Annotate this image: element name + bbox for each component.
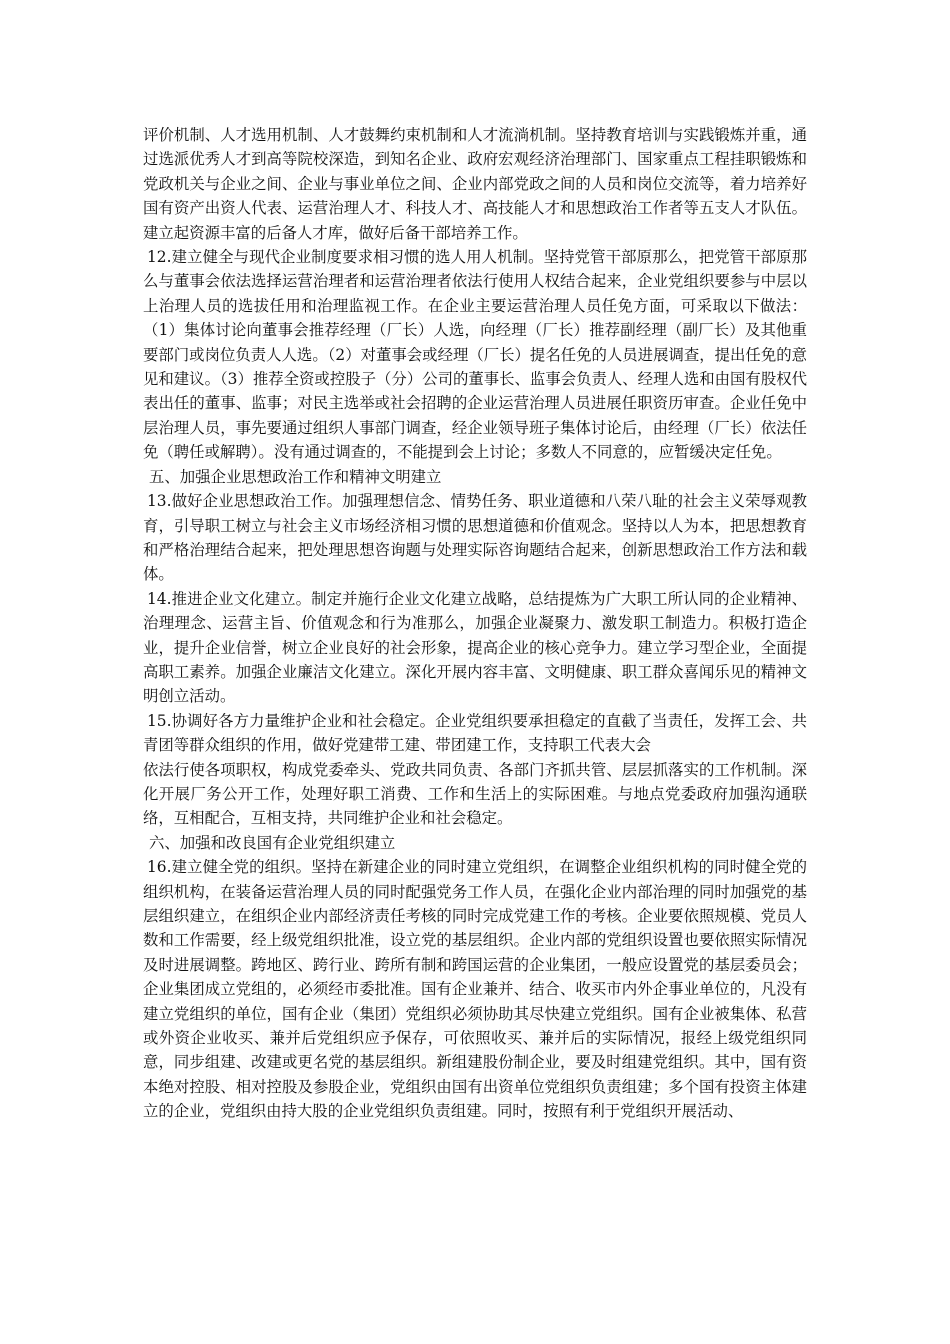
section-heading-6: 六、加强和改良国有企业党组织建立 — [149, 833, 396, 852]
paragraph-item-13: 13.做好企业思想政治工作。加强理想信念、情势任务、职业道德和八荣八耻的社会主义荣辱观教育，引导职工树立与社会主义市场经济相习惯的思想道德和价值观念。坚持以人为本，把思想教育和严格治理结合起来，把处理思想咨询题与处理实际咨询题结合起来，创新思想政治工作方法和载体。 — [143, 492, 807, 584]
paragraph-talent-mechanism: 评价机制、人才选用机制、人才鼓舞约束机制和人才流淌机制。坚持教育培训与实践锻炼并重，通过选派优秀人才到高等院校深造，到知名企业、政府宏观经济治理部门、国家重点工程挂职锻炼和党政机关与企业之间、企业与事业单位之间、企业内部党政之间的人员和岗位交流等，着力培养好国有资产出资人代表、运营治理人才、科技人才、高技能人才和思想政治工作者等五支人才队伍。建立起资源丰富的后备人才库，做好后备干部培养工作。 — [143, 126, 807, 242]
section-heading-5: 五、加强企业思想政治工作和精神文明建立 — [149, 467, 442, 486]
document-body — [143, 123, 807, 1124]
paragraph-item-14: 14.推进企业文化建立。制定并施行企业文化建立战略，总结提炼为广大职工所认同的企业精神、治理理念、运营主旨、价值观念和行为准那么，加强企业凝聚力、激发职工制造力。积极打造企业，提升企业信誉，树立企业良好的社会形象，提高企业的核心竞争力。建立学习型企业，全面提高职工素养。加强企业廉洁文化建立。深化开展内容丰富、文明健康、职工群众喜闻乐见的精神文明创立活动。 — [143, 589, 807, 706]
paragraph-item-12: 12.建立健全与现代企业制度要求相习惯的选人用人机制。坚持党管干部原那么，把党管干部原那么与董事会依法选择运营治理者和运营治理者依法行使用人权结合起来，企业党组织要参与中层以上治理人员的选拔任用和治理监视工作。在企业主要运营治理人员任免方面，可采取以下做法：（1）集体讨论向董事会推荐经理（厂长）人选，向经理（厂长）推荐副经理（副厂长）及其他重要部门或岗位负责人人选。（2）对董事会或经理（厂长）提名任免的人员进展调查，提出任免的意见和建议。（3）推荐全资或控股子（分）公司的董事长、监事会负责人、经理人选和由国有股权代表出任的董事、监事；对民主选举或社会招聘的企业运营治理人员进展任职资历审查。企业任免中层治理人员，事先要通过组织人事部门调查，经企业领导班子集体讨论后，由经理（厂长）依法任免（聘任或解聘）。没有通过调查的，不能提到会上讨论；多数人不同意的，应暂缓决定任免。 — [143, 248, 807, 462]
paragraph-item-15-continued: 依法行使各项职权，构成党委牵头、党政共同负责、各部门齐抓共管、层层抓落实的工作机制。深化开展厂务公开工作，处理好职工消费、工作和生活上的实际困难。与地点党委政府加强沟通联络，互相配合，互相支持，共同维护企业和社会稳定。 — [143, 760, 807, 828]
paragraph-item-15: 15.协调好各方力量维护企业和社会稳定。企业党组织要承担稳定的直截了当责任，发挥工会、共青团等群众组织的作用，做好党建带工建、带团建工作，支持职工代表大会 — [143, 711, 807, 755]
paragraph-item-16: 16.建立健全党的组织。坚持在新建企业的同时建立党组织，在调整企业组织机构的同时健全党的组织机构，在装备运营治理人员的同时配强党务工作人员，在强化企业内部治理的同时加强党的基层组织建立，在组织企业内部经济责任考核的同时完成党建工作的考核。企业要依照规模、党员人数和工作需要，经上级党组织批准，设立党的基层组织。企业内部的党组织设置也要依照实际情况及时进展调整。跨地区、跨行业、跨所有制和跨国运营的企业集团，一般应设置党的基层委员会；企业集团成立党组的，必须经市委批准。国有企业兼并、结合、收买市内外企事业单位的，凡没有建立党组织的单位，国有企业（集团）党组织必须协助其尽快建立党组织。国有企业被集体、私营或外资企业收买、兼并后党组织应予保存，可依照收买、兼并后的实际情况，报经上级党组织同意，同步组建、改建或更名党的基层组织。新组建股份制企业，要及时组建党组织。其中，国有资本绝对控股、相对控股及参股企业，党组织由国有出资单位党组织负责组建；多个国有投资主体建立的企业，党组织由持大股的企业党组织负责组建。同时，按照有利于党组织开展活动、 — [143, 858, 807, 1121]
